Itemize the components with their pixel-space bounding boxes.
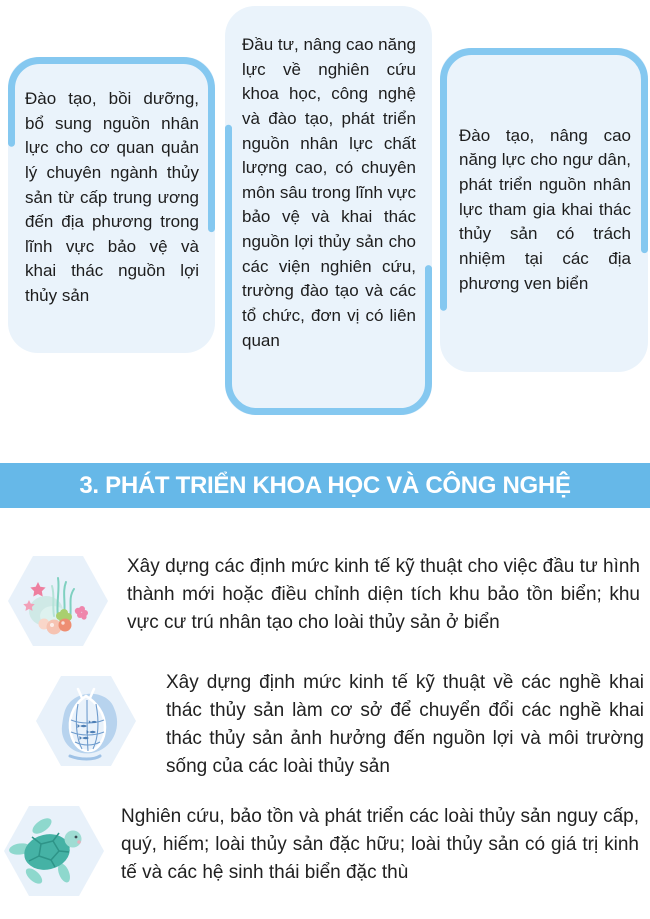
card-text: Đào tạo, nâng cao năng lực cho ngư dân, phát triển nguồn nhân lực tham gia khai thác thủy sản có trách nhiệm tại các địa phương ven biển: [459, 125, 631, 293]
section-banner: [0, 463, 650, 508]
sea-turtle-illustration: [4, 804, 104, 898]
sea-turtle-icon: [4, 804, 104, 898]
fishing-net-icon: [36, 674, 136, 768]
card-research-capacity-investment: [225, 6, 432, 415]
item-text-marine-reserves: Xây dựng các định mức kinh tế kỹ thuật cho việc đầu tư hình thành mới hoặc điều chỉnh diện tích khu bảo tồn biển; khu vực cư trú nhân tạo cho loài thủy sản ở biển: [127, 556, 640, 633]
card-text: Đào tạo, bồi dưỡng, bổ sung nguồn nhân lực cho cơ quan quản lý chuyên ngành thủy sản từ cấp trung ương đến địa phương trong lĩnh vực bảo vệ và khai thác nguồn lợi thủy sản: [25, 89, 199, 306]
fishing-net-illustration: [36, 674, 136, 768]
card-fisher-training: [440, 48, 648, 372]
card-training-management-staff: [8, 57, 215, 353]
section-title: 3. PHÁT TRIỂN KHOA HỌC VÀ CÔNG NGHỆ: [79, 471, 571, 499]
coral-reef-icon: [8, 554, 108, 648]
card-text: Đầu tư, nâng cao năng lực về nghiên cứu khoa học, công nghệ và đào tạo, phát triển nguồn nhân lực chất lượng cao, có chuyên môn sâu trong lĩnh vực bảo vệ và khai thác nguồn lợi thủy sản cho các viện nghiên cứu, trường đào tạo và các tổ chức, đơn vị có liên quan: [242, 35, 416, 350]
item-text-fishing-gear-conversion: Xây dựng định mức kinh tế kỹ thuật về các nghề khai thác thủy sản làm cơ sở để chuyển đổi các nghề khai thác thủy sản ảnh hưởng đến nguồn lợi và môi trường sống của các loài thủy sản: [166, 672, 644, 777]
item-text-endangered-species-research: Nghiên cứu, bảo tồn và phát triển các loài thủy sản nguy cấp, quý, hiếm; loài thủy sản đặc hữu; loài thủy sản có giá trị kinh tế và các hệ sinh thái biển đặc thù: [121, 806, 639, 883]
coral-reef-illustration: [8, 554, 108, 648]
